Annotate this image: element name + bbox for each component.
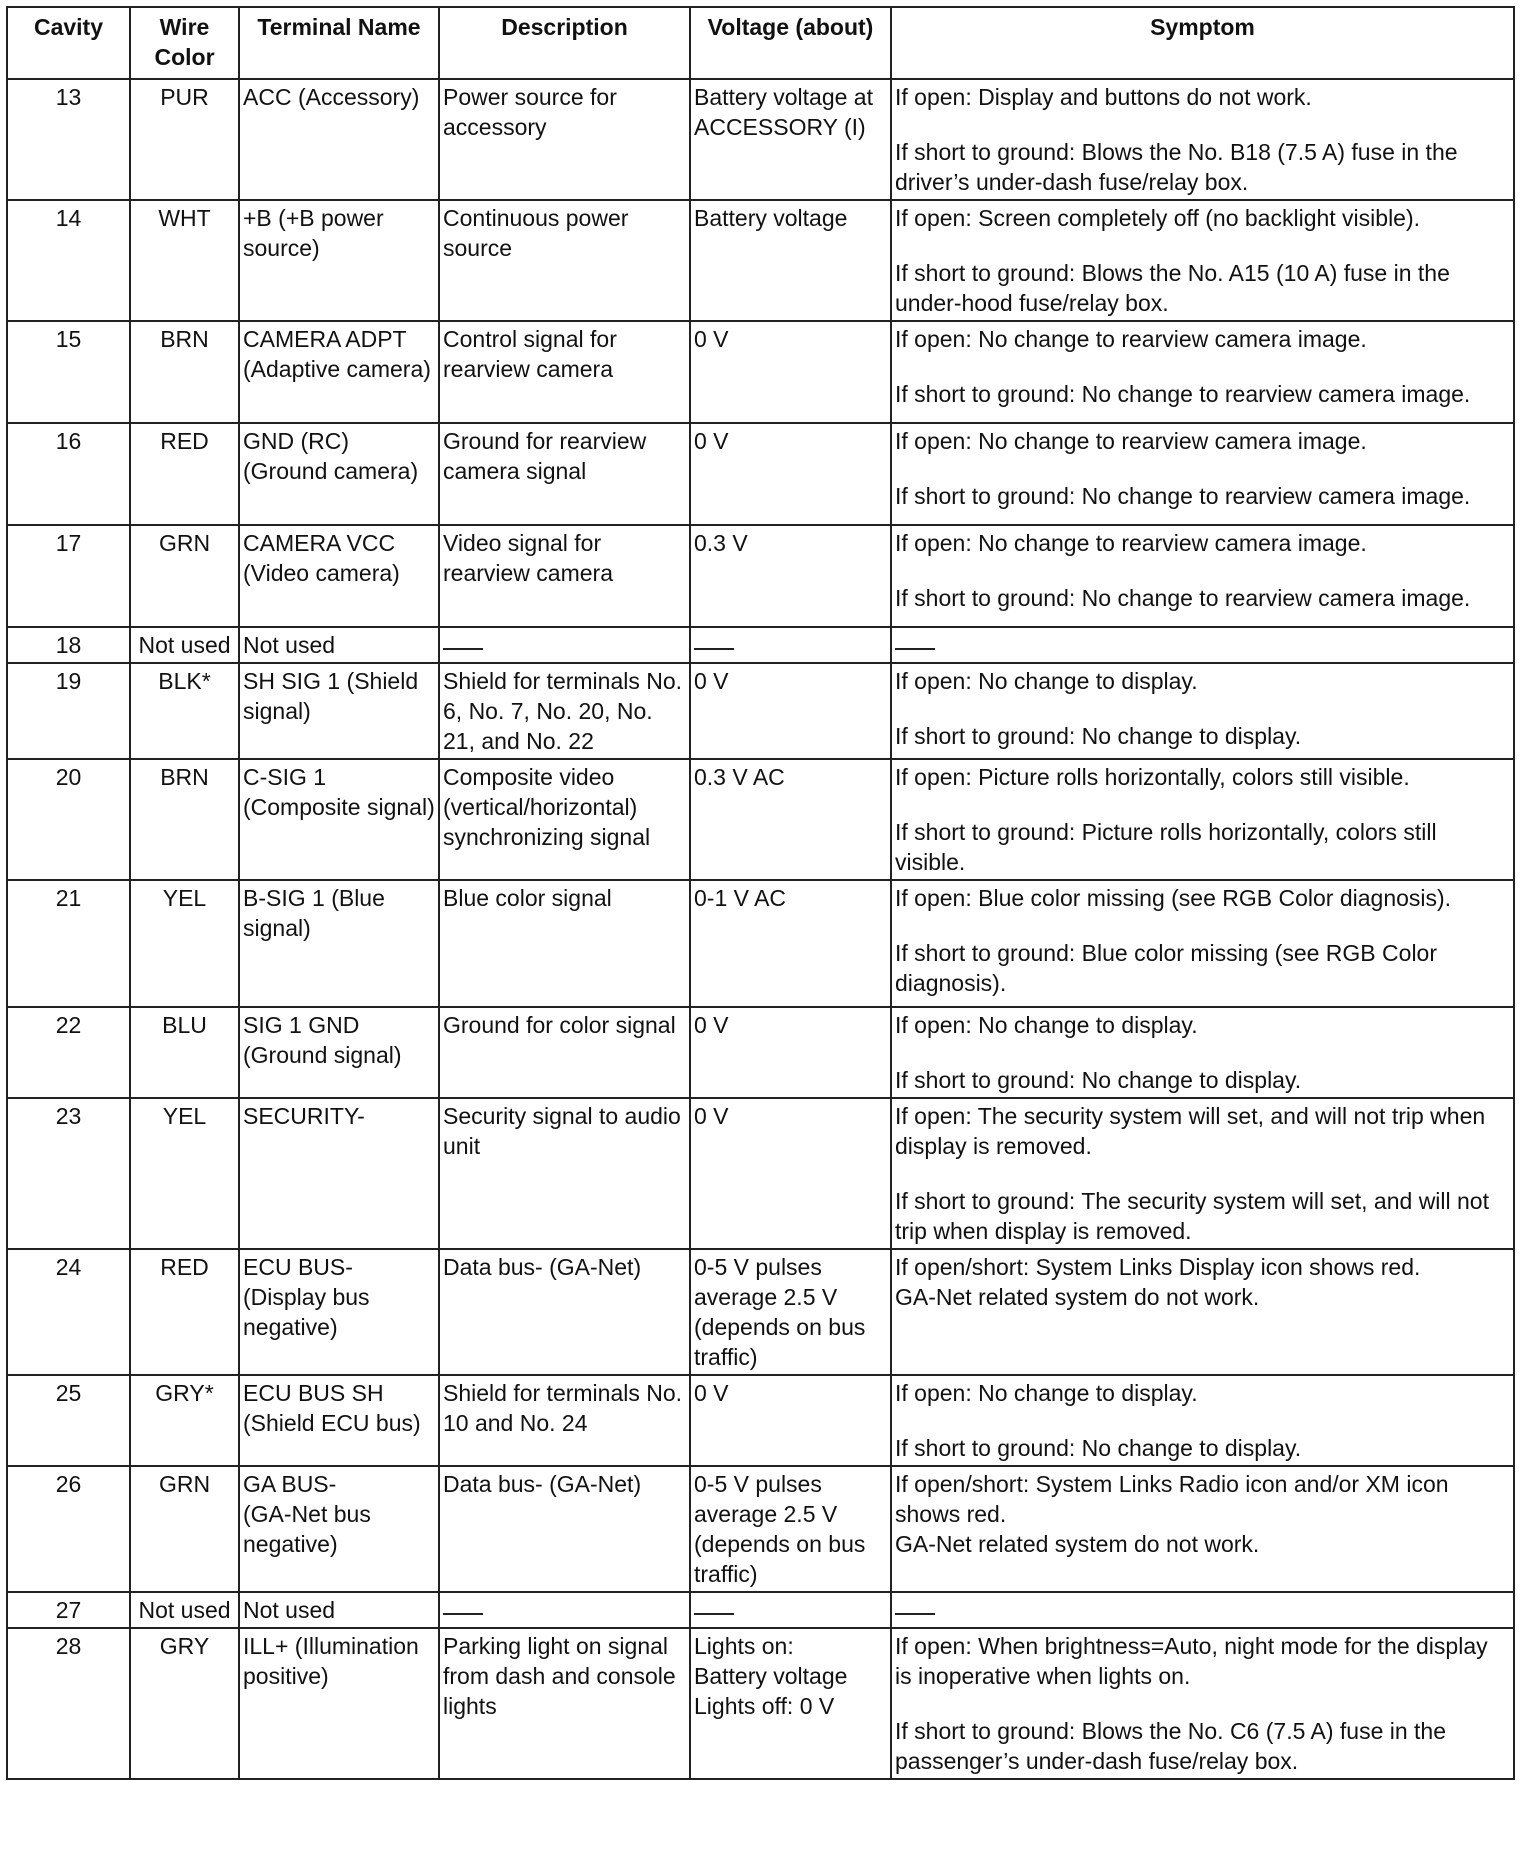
symptom-open: If open: The security system will set, and will not trip when display is removed. — [895, 1103, 1486, 1159]
symptom-cell — [891, 1592, 1514, 1628]
voltage-cell: 0 V — [690, 1007, 891, 1098]
cavity-cell: 21 — [7, 880, 130, 1007]
column-header-wire-color: Wire Color — [130, 7, 239, 79]
terminal-name-cell: SH SIG 1 (Shield signal) — [239, 663, 439, 759]
description-cell: Parking light on signal from dash and console lights — [439, 1628, 690, 1779]
terminal-name-cell: Not used — [239, 1592, 439, 1628]
table-row — [7, 663, 1514, 759]
symptom-open: If open: Picture rolls horizontally, colors still visible. — [895, 764, 1410, 790]
cavity-cell: 15 — [7, 321, 130, 423]
cavity-cell: 19 — [7, 663, 130, 759]
terminal-name-cell: GND (RC) (Ground camera) — [239, 423, 439, 525]
voltage-cell: 0.3 V AC — [690, 759, 891, 880]
terminal-name-cell: CAMERA VCC (Video camera) — [239, 525, 439, 627]
terminal-name-cell: ILL+ (Illumination positive) — [239, 1628, 439, 1779]
terminal-name-cell: SECURITY- — [239, 1098, 439, 1249]
wire-color-cell: BRN — [130, 321, 239, 423]
cavity-cell: 24 — [7, 1249, 130, 1375]
symptom-cell — [891, 1628, 1514, 1779]
not-applicable-dash — [694, 1613, 734, 1615]
description-cell: Video signal for rearview camera — [439, 525, 690, 627]
wire-color-cell: YEL — [130, 880, 239, 1007]
table-row — [7, 1007, 1514, 1098]
cavity-cell: 28 — [7, 1628, 130, 1779]
column-header-symptom: Symptom — [891, 7, 1514, 79]
wire-color-cell: WHT — [130, 200, 239, 321]
symptom-short: If short to ground: Blows the No. B18 (7.5 A) fuse in the driver’s under-dash fuse/relay box. — [895, 139, 1458, 195]
symptom-short: If short to ground: No change to display. — [895, 1435, 1302, 1461]
symptom-open: If open/short: System Links Radio icon and/or XM icon shows red. GA-Net related system do not work. — [895, 1471, 1449, 1557]
voltage-cell: 0 V — [690, 1098, 891, 1249]
symptom-open: If open: No change to display. — [895, 1380, 1198, 1406]
description-cell: Shield for terminals No. 10 and No. 24 — [439, 1375, 690, 1466]
wire-color-cell: RED — [130, 1249, 239, 1375]
voltage-cell: 0-1 V AC — [690, 880, 891, 1007]
symptom-open: If open: Display and buttons do not work. — [895, 84, 1312, 110]
symptom-short: If short to ground: No change to rearview camera image. — [895, 483, 1471, 509]
table-row — [7, 1466, 1514, 1592]
not-applicable-dash — [694, 648, 734, 650]
symptom-cell — [891, 880, 1514, 1007]
symptom-short: If short to ground: No change to display. — [895, 1067, 1302, 1093]
voltage-cell: Battery voltage at ACCESSORY (I) — [690, 79, 891, 200]
voltage-cell: 0-5 V pulses average 2.5 V (depends on bus traffic) — [690, 1249, 891, 1375]
wire-color-cell: GRY — [130, 1628, 239, 1779]
symptom-cell — [891, 1098, 1514, 1249]
cavity-cell: 25 — [7, 1375, 130, 1466]
description-cell: Blue color signal — [439, 880, 690, 1007]
wire-color-cell: RED — [130, 423, 239, 525]
voltage-cell: 0 V — [690, 321, 891, 423]
cavity-cell: 18 — [7, 627, 130, 663]
description-cell — [439, 1592, 690, 1628]
wire-color-cell: GRN — [130, 525, 239, 627]
symptom-cell — [891, 759, 1514, 880]
table-row — [7, 321, 1514, 423]
symptom-open: If open: Blue color missing (see RGB Color diagnosis). — [895, 885, 1452, 911]
table-row — [7, 1098, 1514, 1249]
symptom-open: If open/short: System Links Display icon shows red. GA-Net related system do not work. — [895, 1254, 1421, 1310]
symptom-open: If open: No change to rearview camera image. — [895, 326, 1367, 352]
column-header-voltage: Voltage (about) — [690, 7, 891, 79]
symptom-cell — [891, 627, 1514, 663]
terminal-name-cell: ECU BUS SH (Shield ECU bus) — [239, 1375, 439, 1466]
table-row — [7, 423, 1514, 525]
symptom-cell — [891, 663, 1514, 759]
symptom-short: If short to ground: Picture rolls horizontally, colors still visible. — [895, 819, 1437, 875]
voltage-cell: 0.3 V — [690, 525, 891, 627]
symptom-open: If open: No change to rearview camera image. — [895, 428, 1367, 454]
wire-color-cell: BRN — [130, 759, 239, 880]
wire-color-cell: PUR — [130, 79, 239, 200]
terminal-name-cell: B-SIG 1 (Blue signal) — [239, 880, 439, 1007]
description-cell: Shield for terminals No. 6, No. 7, No. 20, No. 21, and No. 22 — [439, 663, 690, 759]
cavity-cell: 14 — [7, 200, 130, 321]
wire-color-cell: Not used — [130, 627, 239, 663]
symptom-cell — [891, 1375, 1514, 1466]
table-row — [7, 525, 1514, 627]
description-cell: Composite video (vertical/horizontal) synchronizing signal — [439, 759, 690, 880]
symptom-short: If short to ground: Blows the No. C6 (7.5 A) fuse in the passenger’s under-dash fuse/relay box. — [895, 1718, 1447, 1774]
table-row — [7, 200, 1514, 321]
symptom-cell — [891, 1249, 1514, 1375]
cavity-cell: 16 — [7, 423, 130, 525]
column-header-cavity: Cavity — [7, 7, 130, 79]
not-applicable-dash — [895, 648, 935, 650]
terminal-name-cell: GA BUS- (GA-Net bus negative) — [239, 1466, 439, 1592]
wire-color-cell: BLK* — [130, 663, 239, 759]
symptom-open: If open: No change to display. — [895, 1012, 1198, 1038]
table-row — [7, 1592, 1514, 1628]
voltage-cell: 0 V — [690, 1375, 891, 1466]
header-row — [7, 7, 1514, 79]
symptom-cell — [891, 525, 1514, 627]
table-row — [7, 759, 1514, 880]
description-cell: Control signal for rearview camera — [439, 321, 690, 423]
wire-color-cell: GRY* — [130, 1375, 239, 1466]
symptom-cell — [891, 1466, 1514, 1592]
column-header-description: Description — [439, 7, 690, 79]
cavity-cell: 17 — [7, 525, 130, 627]
description-cell: Continuous power source — [439, 200, 690, 321]
voltage-cell: 0-5 V pulses average 2.5 V (depends on bus traffic) — [690, 1466, 891, 1592]
symptom-short: If short to ground: The security system will set, and will not trip when display is removed. — [895, 1188, 1489, 1244]
symptom-short: If short to ground: Blue color missing (see RGB Color diagnosis). — [895, 940, 1438, 996]
symptom-open: If open: When brightness=Auto, night mode for the display is inoperative when lights on. — [895, 1633, 1488, 1689]
wire-color-cell: GRN — [130, 1466, 239, 1592]
description-cell: Power source for accessory — [439, 79, 690, 200]
symptom-cell — [891, 321, 1514, 423]
cavity-cell: 13 — [7, 79, 130, 200]
symptom-short: If short to ground: No change to display. — [895, 723, 1302, 749]
terminal-name-cell: ACC (Accessory) — [239, 79, 439, 200]
cavity-cell: 20 — [7, 759, 130, 880]
description-cell — [439, 627, 690, 663]
table-row — [7, 1375, 1514, 1466]
description-cell: Data bus- (GA-Net) — [439, 1466, 690, 1592]
voltage-cell: Battery voltage — [690, 200, 891, 321]
terminal-name-cell: SIG 1 GND (Ground signal) — [239, 1007, 439, 1098]
description-cell: Data bus- (GA-Net) — [439, 1249, 690, 1375]
symptom-cell — [891, 1007, 1514, 1098]
terminal-name-cell: C-SIG 1 (Composite signal) — [239, 759, 439, 880]
voltage-cell — [690, 627, 891, 663]
description-cell: Security signal to audio unit — [439, 1098, 690, 1249]
symptom-open: If open: No change to rearview camera image. — [895, 530, 1367, 556]
table-row — [7, 880, 1514, 1007]
voltage-cell — [690, 1592, 891, 1628]
symptom-cell — [891, 79, 1514, 200]
not-applicable-dash — [443, 1613, 483, 1615]
table-row — [7, 1249, 1514, 1375]
voltage-cell: 0 V — [690, 663, 891, 759]
symptom-cell — [891, 200, 1514, 321]
wire-color-cell: BLU — [130, 1007, 239, 1098]
terminal-name-cell: ECU BUS- (Display bus negative) — [239, 1249, 439, 1375]
voltage-cell: 0 V — [690, 423, 891, 525]
table-row — [7, 79, 1514, 200]
voltage-cell: Lights on: Battery voltage Lights off: 0 V — [690, 1628, 891, 1779]
table-row — [7, 627, 1514, 663]
wire-color-cell: Not used — [130, 1592, 239, 1628]
cavity-cell: 26 — [7, 1466, 130, 1592]
symptom-open: If open: No change to display. — [895, 668, 1198, 694]
not-applicable-dash — [443, 648, 483, 650]
terminal-name-cell: +B (+B power source) — [239, 200, 439, 321]
description-cell: Ground for rearview camera signal — [439, 423, 690, 525]
cavity-cell: 27 — [7, 1592, 130, 1628]
description-cell: Ground for color signal — [439, 1007, 690, 1098]
table-body — [7, 79, 1514, 1779]
symptom-short: If short to ground: No change to rearview camera image. — [895, 381, 1471, 407]
connector-pinout-table — [6, 6, 1515, 1780]
terminal-name-cell: Not used — [239, 627, 439, 663]
wire-color-cell: YEL — [130, 1098, 239, 1249]
table-row — [7, 1628, 1514, 1779]
symptom-open: If open: Screen completely off (no backlight visible). — [895, 205, 1421, 231]
cavity-cell: 22 — [7, 1007, 130, 1098]
symptom-short: If short to ground: Blows the No. A15 (10 A) fuse in the under-hood fuse/relay box. — [895, 260, 1450, 316]
not-applicable-dash — [895, 1613, 935, 1615]
cavity-cell: 23 — [7, 1098, 130, 1249]
symptom-short: If short to ground: No change to rearview camera image. — [895, 585, 1471, 611]
column-header-terminal-name: Terminal Name — [239, 7, 439, 79]
symptom-cell — [891, 423, 1514, 525]
terminal-name-cell: CAMERA ADPT (Adaptive camera) — [239, 321, 439, 423]
